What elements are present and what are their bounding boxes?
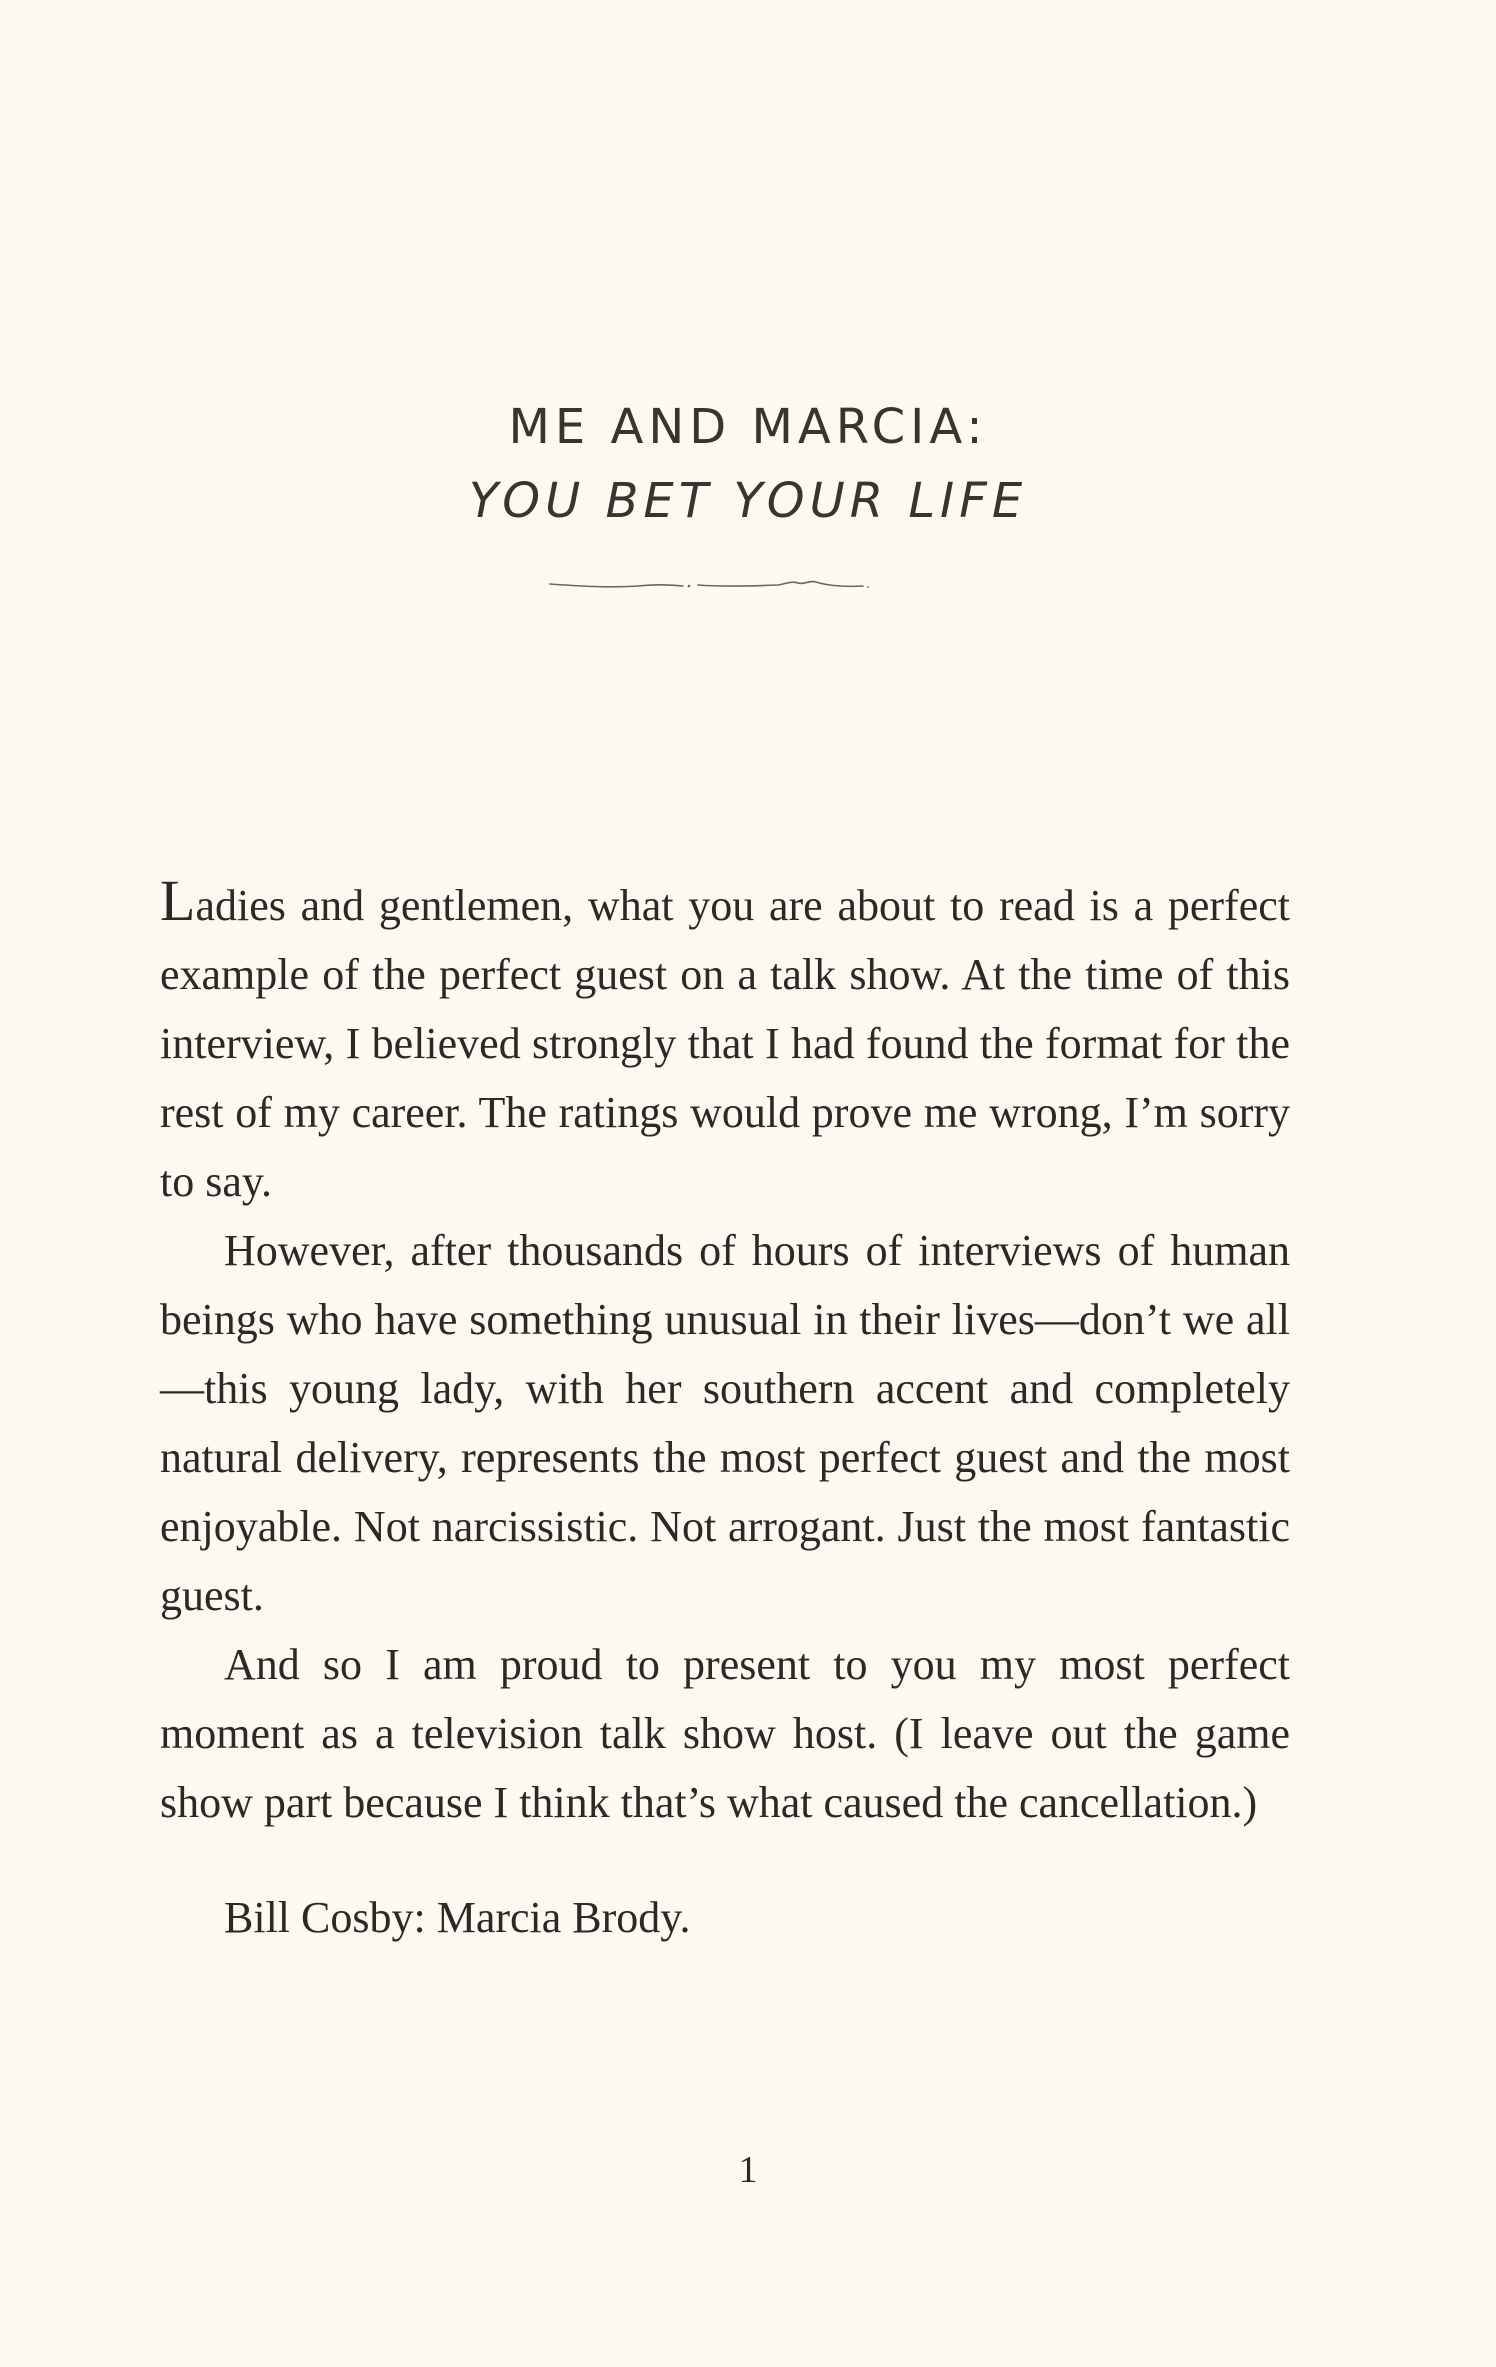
chapter-title-line2: YOU BET YOUR LIFE [468, 473, 1028, 529]
speaker-line: Bill Cosby: Marcia Brody. [224, 1893, 691, 1942]
body-text [160, 866, 1290, 1952]
paragraph-2: However, after thousands of hours of interviews of human beings who have something unusual in their lives—don’t we all—this young lady, with her southern accent and completely natural delivery, represents the most perfect guest and the most enjoyable. Not narcissistic. Not arrogant. Just the most fantastic guest. [160, 1226, 1290, 1620]
ornament-divider [548, 576, 900, 592]
chapter-title [0, 395, 1496, 533]
paragraph-1-text: adies and gentlemen, what you are about to read is a perfect example of the perfect guest on a talk show. At the time of this interview, I believed strongly that I had found the format for the rest of my career. The ratings would prove me wrong, I’m sorry to say. [160, 881, 1290, 1206]
paragraph-1 [160, 866, 1290, 1216]
chapter-title-line1: ME AND MARCIA: [508, 399, 988, 455]
initial-letter: L [160, 868, 196, 933]
page-number: 1 [738, 2149, 758, 2191]
paragraph-3: And so I am proud to present to you my most perfect moment as a television talk show host. (I leave out the game show part because I think that’s what caused the cancellation.) [160, 1640, 1290, 1827]
